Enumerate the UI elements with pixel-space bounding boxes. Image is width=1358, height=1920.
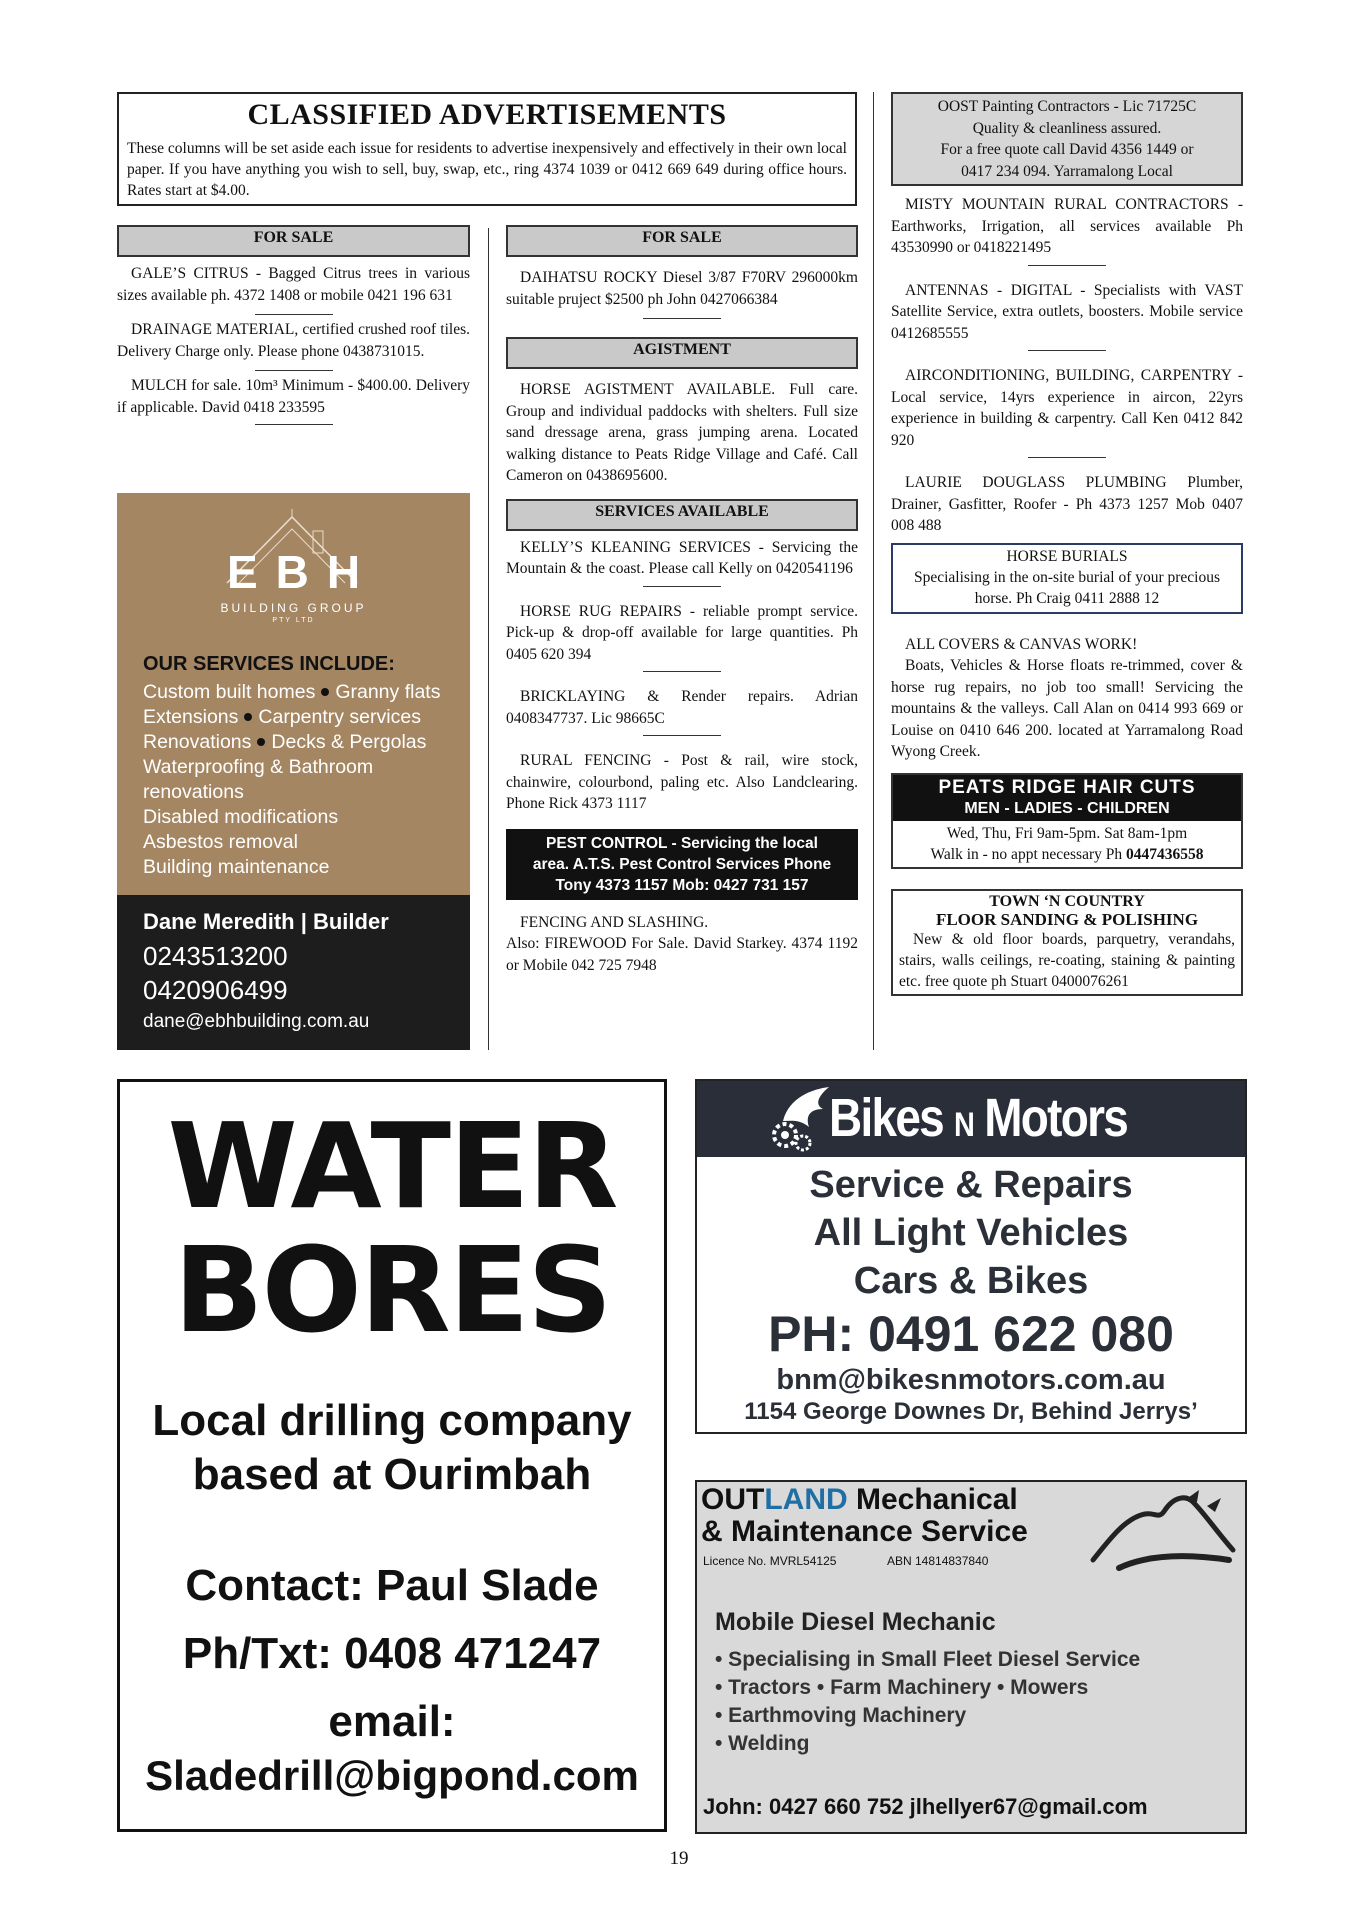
bullet-dot: [244, 713, 252, 721]
pest-control-line: Tony 4373 1157 Mob: 0427 731 157: [555, 876, 809, 894]
hair-cuts-title: PEATS RIDGE HAIR CUTS: [938, 776, 1196, 798]
service-item: Granny flats: [335, 681, 441, 703]
outland-bullet: • Specialising in Small Fleet Diesel Service: [715, 1648, 1141, 1671]
bikes-email: bnm@bikesnmotors.com.au: [776, 1364, 1166, 1396]
ad-fencing-slashing: Also: FIREWOOD For Sale. David Starkey. 4374 1192 or Mobile 042 725 7948: [506, 935, 858, 974]
water-bores-line-2: based at Ourimbah: [192, 1450, 592, 1499]
ad-fencing-slashing-line1: FENCING AND SLASHING.: [520, 913, 709, 931]
for-sale-heading: FOR SALE: [506, 225, 858, 257]
separator: [643, 586, 721, 587]
oost-line: 0417 234 094. Yarramalong Local: [961, 162, 1173, 180]
ad-airconditioning: AIRCONDITIONING, BUILDING, CARPENTRY - Local service, 14yrs experience in aircon, 22yrs experience in building & carpentry. Call Ken 0412 842 920: [891, 367, 1243, 449]
hair-cuts-details: [893, 821, 1241, 867]
water-bores-contact: Contact: Paul Slade: [185, 1561, 599, 1610]
service-item: Renovations: [143, 731, 252, 753]
floor-sanding-title: TOWN ‘N COUNTRY: [989, 892, 1145, 910]
column-3: [891, 92, 1243, 996]
outland-licence: Licence No. MVRL54125: [703, 1554, 837, 1568]
ebh-contact-panel: [117, 895, 470, 1050]
oost-line: OOST Painting Contractors - Lic 71725C: [937, 98, 1197, 115]
bikes-line-1: Service & Repairs: [809, 1164, 1133, 1206]
bikes-n-motors-ad: [695, 1079, 1247, 1434]
hair-cuts-phone: 0447436558: [1125, 845, 1204, 863]
peats-ridge-hair-cuts-ad: [891, 773, 1243, 869]
hair-cuts-subtitle: MEN - LADIES - CHILDREN: [964, 799, 1170, 817]
hair-cuts-banner: [893, 775, 1241, 821]
column-divider: [488, 228, 489, 1050]
ad-covers-canvas: Boats, Vehicles & Horse floats re-trimmed, cover & horse rug repairs, no job too small! Servicing the mountains & the valleys. Call Alan on 0414 993 669 or Louise on 0410 646 200. located at Yarramalong Road Wyong Creek.: [891, 657, 1243, 760]
ebh-logo-ptyltd: PTY LTD: [272, 617, 315, 624]
ad-covers-title: ALL COVERS & CANVAS WORK!: [905, 635, 1138, 653]
ad-gales-citrus: GALE’S CITRUS - Bagged Citrus trees in various sizes available ph. 4372 1408 or mobile 0421 196 631: [117, 265, 470, 304]
separator: [255, 314, 333, 315]
outland-bullet: • Tractors • Farm Machinery • Mowers: [715, 1676, 1089, 1699]
pest-control-ad: [506, 829, 858, 900]
outland-mechanical-ad: [695, 1480, 1247, 1834]
outland-subtitle: & Maintenance Service: [701, 1515, 1028, 1548]
hair-cuts-walkin: Walk in - no appt necessary Ph: [930, 845, 1126, 863]
ad-bricklaying: BRICKLAYING & Render repairs. Adrian 0408347737. Lic 98665C: [506, 688, 858, 727]
ebh-services-heading: OUR SERVICES INCLUDE:: [143, 653, 395, 675]
bullet-dot: [257, 738, 265, 746]
floor-sanding-ad: [891, 889, 1243, 996]
classified-title: CLASSIFIED ADVERTISEMENTS: [247, 98, 727, 131]
water-bores-line-1: Local drilling company: [152, 1396, 632, 1445]
agistment-heading: AGISTMENT: [506, 337, 858, 369]
pest-control-line: area. A.T.S. Pest Control Services Phone: [532, 855, 832, 873]
bikes-brand-part: N: [954, 1106, 974, 1144]
bikes-brand-part: Motors: [973, 1088, 1128, 1148]
ad-mulch: MULCH for sale. 10m³ Minimum - $400.00. Delivery if applicable. David 0418 233595: [117, 377, 470, 416]
separator: [1028, 350, 1106, 351]
bikes-line-3: Cars & Bikes: [853, 1260, 1089, 1302]
outland-bullet: • Welding: [715, 1732, 810, 1755]
separator: [643, 735, 721, 736]
ad-drainage-material: DRAINAGE MATERIAL, certified crushed roof tiles. Delivery Charge only. Please phone 0438731015.: [117, 321, 470, 360]
ad-antennas-digital: ANTENNAS - DIGITAL - Specialists with VAST Satellite Service, extra outlets, boosters. Mobile service 0412685555: [891, 281, 1243, 342]
ebh-phone-2: 0420906499: [143, 975, 288, 1005]
bikes-address: 1154 George Downes Dr, Behind Jerrys’: [744, 1398, 1198, 1425]
service-item: Extensions: [143, 706, 239, 728]
column-divider: [873, 92, 874, 1050]
bikes-line-2: All Light Vehicles: [813, 1212, 1129, 1254]
water-bores-title-1: WATER: [167, 1097, 617, 1235]
outland-abn: ABN 14814837840: [887, 1554, 989, 1568]
outland-heading: Mobile Diesel Mechanic: [715, 1608, 996, 1636]
ebh-email: dane@ebhbuilding.com.au: [143, 1011, 370, 1032]
ebh-building-ad: [117, 493, 470, 1050]
ebh-phone-1: 0243513200: [143, 941, 288, 971]
ad-horse-rug-repairs: HORSE RUG REPAIRS - reliable prompt service. Pick-up & drop-off available for large quantities. Ph 0405 620 394: [506, 602, 858, 663]
ad-daihatsu-rocky: DAIHATSU ROCKY Diesel 3/87 F70RV 296000km suitable pruject $2500 ph John 0427066384: [506, 269, 858, 308]
oost-line: Quality & cleanliness assured.: [972, 119, 1162, 137]
ad-rural-fencing: RURAL FENCING - Post & rail, wire stock, chainwire, colourbond, paling etc. Also Landclearing. Phone Rick 4373 1117: [506, 752, 858, 812]
floor-sanding-text: New & old floor boards, parquetry, verandahs, stairs, walls ceilings, re-coating, staining & painting etc. free quote ph Stuart 0400076261: [899, 930, 1235, 990]
ebh-services-list: [143, 680, 463, 880]
ad-horse-agistment: HORSE AGISTMENT AVAILABLE. Full care. Group and individual paddocks with shelters. Full size sand dressage arena, grass jumping arena. Located walking distance to Peats Ridge Village and Café. Call Cameron on 0438695600.: [506, 381, 858, 484]
separator: [255, 370, 333, 371]
pest-control-line: PEST CONTROL - Servicing the local: [546, 834, 818, 852]
gear-wing-logo-icon: [765, 1083, 835, 1155]
service-item: Waterproofing & Bathroom: [143, 756, 374, 778]
separator: [643, 318, 721, 319]
service-item: Building maintenance: [143, 856, 330, 878]
service-item: Carpentry services: [258, 706, 421, 728]
ad-laurie-douglass-plumbing: LAURIE DOUGLASS PLUMBING Plumber, Drainer, Gasfitter, Roofer - Ph 4373 1257 Mob 0407 008 488: [891, 474, 1243, 534]
bikes-banner: [697, 1081, 1245, 1157]
outland-contact: John: 0427 660 752 jlhellyer67@gmail.com: [703, 1794, 1148, 1819]
hair-cuts-hours: Wed, Thu, Fri 9am-5pm. Sat 8am-1pm: [946, 824, 1188, 842]
ad-kellys-kleaning: KELLY’S KLEANING SERVICES - Servicing the Mountain & the coast. Please call Kelly on 0420541196: [506, 538, 858, 577]
outland-title: [701, 1484, 1018, 1516]
horse-burials-text: Specialising in the on-site burial of your precious horse. Ph Craig 0411 2888 12: [913, 568, 1221, 607]
oost-line: For a free quote call David 4356 1449 or: [940, 141, 1194, 158]
horse-burials-title: HORSE BURIALS: [1006, 547, 1128, 565]
oost-painting-ad: [891, 92, 1243, 186]
separator: [1028, 457, 1106, 458]
for-sale-heading: FOR SALE: [117, 225, 470, 257]
bikes-brand: [829, 1087, 1127, 1156]
water-bores-email-label: email:: [328, 1697, 456, 1746]
classified-intro: These columns will be set aside each issue for residents to advertise inexpensively and effectively in their own local paper. If you have anything you wish to sell, buy, swap, etc., ring 4374 1039 or 0412 669 649 during office hours. Rates start at $4.00.: [127, 140, 847, 199]
outland-title-part: Mechanical: [847, 1483, 1018, 1516]
water-bores-phone: Ph/Txt: 0408 471247: [182, 1629, 602, 1678]
ebh-builder-name: Dane Meredith | Builder: [143, 909, 389, 934]
outland-title-part: LAND: [764, 1483, 848, 1516]
bullet-dot: [321, 688, 329, 696]
mountain-logo-icon: [1089, 1488, 1239, 1574]
services-available-heading: SERVICES AVAILABLE: [506, 499, 858, 531]
service-item: Decks & Pergolas: [271, 731, 427, 753]
bikes-phone: PH: 0491 622 080: [768, 1306, 1174, 1362]
ebh-logo-subtitle: BUILDING GROUP: [220, 601, 367, 615]
service-item: Disabled modifications: [143, 806, 339, 828]
floor-sanding-subtitle: FLOOR SANDING & POLISHING: [935, 909, 1199, 929]
separator: [643, 671, 721, 672]
page-number: 19: [669, 1848, 689, 1869]
column-2: [506, 225, 858, 976]
outland-bullet: • Earthmoving Machinery: [715, 1704, 967, 1727]
outland-title-part: OUT: [701, 1483, 765, 1516]
water-bores-ad: [117, 1079, 667, 1832]
service-item: Custom built homes: [143, 681, 316, 703]
water-bores-title-2: BORES: [173, 1221, 611, 1359]
service-item: Asbestos removal: [143, 831, 298, 853]
column-1: [117, 225, 470, 425]
water-bores-email: Sladedrill@bigpond.com: [145, 1752, 639, 1799]
classified-header: [117, 92, 857, 206]
horse-burials-ad: [891, 543, 1243, 614]
ad-misty-mountain: MISTY MOUNTAIN RURAL CONTRACTORS - Earthworks, Irrigation, all services available Ph 43530990 or 0418221495: [891, 196, 1243, 256]
service-item: renovations: [143, 781, 244, 803]
separator: [255, 424, 333, 425]
separator: [1028, 265, 1106, 266]
bikes-brand-part: Bikes: [829, 1088, 955, 1148]
ebh-logo: EBH: [226, 546, 379, 598]
